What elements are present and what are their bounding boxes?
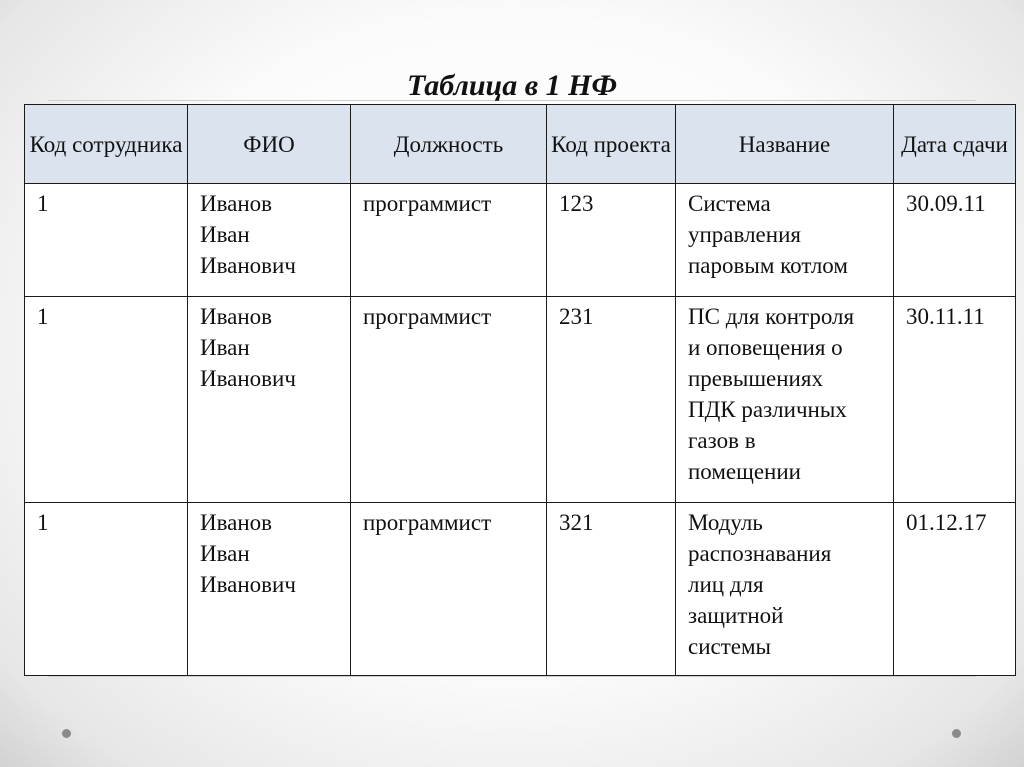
cell-due-date: 30.11.11 [894, 297, 1016, 503]
cell-fio: Иванов Иван Иванович [188, 297, 351, 503]
nf-table [24, 104, 1016, 676]
cell-project-code: 321 [547, 503, 676, 676]
cell-employee-code: 1 [25, 184, 188, 297]
cell-position: программист [351, 297, 547, 503]
cell-fio: Иванов Иван Иванович [188, 184, 351, 297]
table-row [25, 297, 1016, 503]
slide-title: Таблица в 1 НФ [407, 69, 617, 102]
table-row [25, 184, 1016, 297]
decorative-dot-right [952, 729, 961, 738]
cell-employee-code: 1 [25, 503, 188, 676]
slide-frame-bottom-line [48, 676, 976, 677]
header-row [25, 105, 1016, 184]
cell-fio: Иванов Иван Иванович [188, 503, 351, 676]
header-name: Название [676, 105, 894, 184]
decorative-dot-left [62, 729, 71, 738]
cell-project-code: 123 [547, 184, 676, 297]
header-project-code: Код проекта [547, 105, 676, 184]
header-position: Должность [351, 105, 547, 184]
header-due-date: Дата сдачи [894, 105, 1016, 184]
header-employee-code: Код сотрудника [25, 105, 188, 184]
cell-position: программист [351, 503, 547, 676]
cell-employee-code: 1 [25, 297, 188, 503]
header-fio: ФИО [188, 105, 351, 184]
cell-project-name: Модуль распознавания лиц для защитной системы [676, 503, 894, 676]
cell-project-name: Система управления паровым котлом [676, 184, 894, 297]
cell-position: программист [351, 184, 547, 297]
cell-project-name: ПС для контроля и оповещения о превышениях ПДК различных газов в помещении [676, 297, 894, 503]
cell-due-date: 01.12.17 [894, 503, 1016, 676]
cell-due-date: 30.09.11 [894, 184, 1016, 297]
cell-project-code: 231 [547, 297, 676, 503]
table-row [25, 503, 1016, 676]
